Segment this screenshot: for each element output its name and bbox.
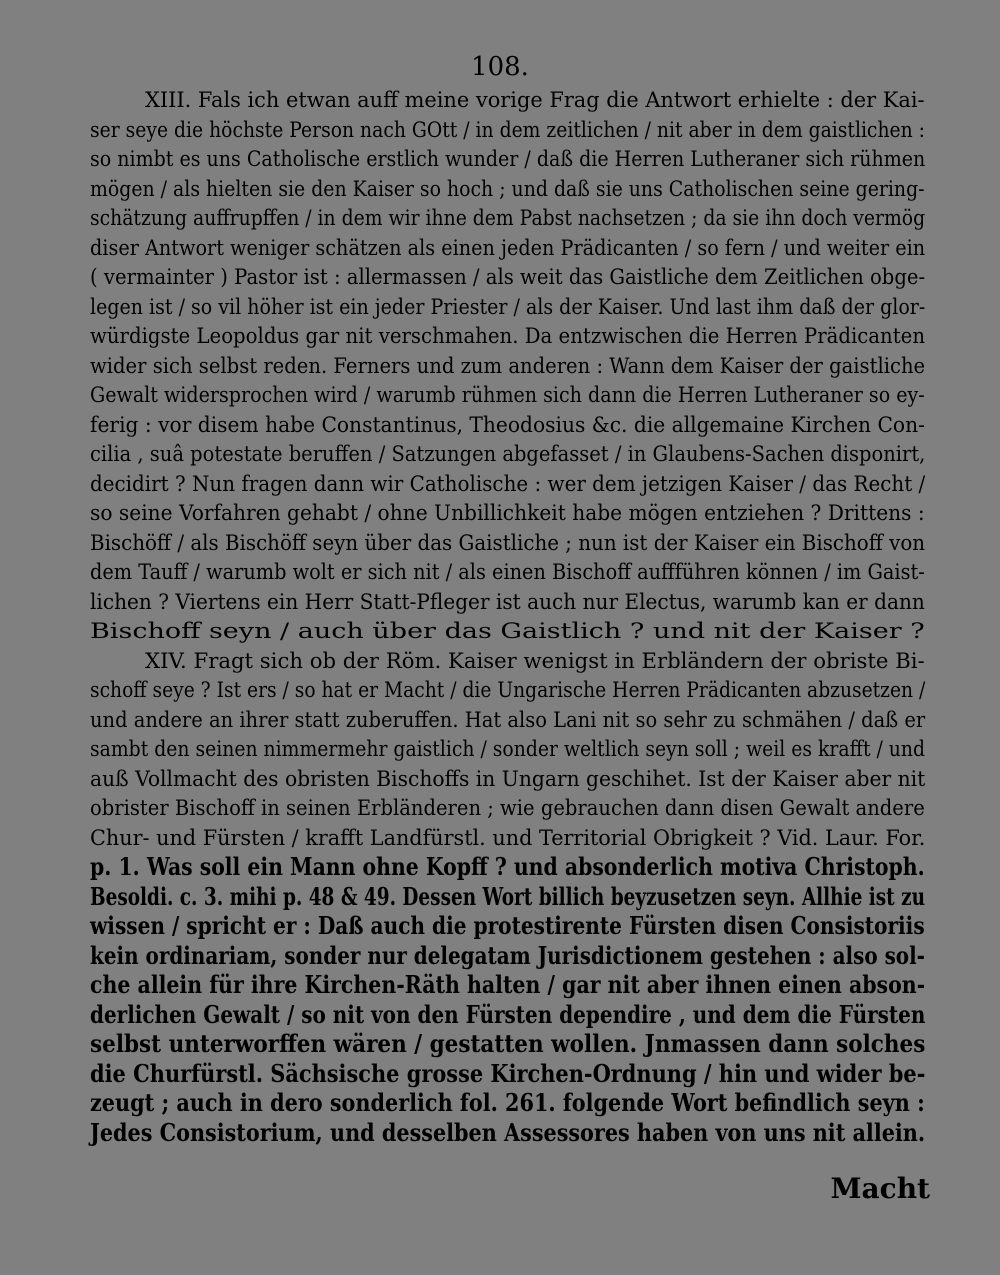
text-line: die Churfürstl. Sächsische grosse Kirchen-Ordnung / hin und wider be-: [90, 1058, 926, 1088]
text-line: obrister Bischoff in seinen Erbländeren ; wie gebrauchen dann disen Gewalt andere: [90, 796, 925, 820]
text-line: selbst unterworffen wären / gestatten wollen. Jnmassen dann solches: [90, 1029, 926, 1058]
text-line: Chur- und Fürsten / krafft Landfürstl. und Territorial Obrigkeit ? Vid. Laur. For.: [90, 825, 926, 850]
text-line: sambt den seinen nimmermehr gaistlich / sonder weltlich seyn soll ; weil es krafft / und: [90, 737, 926, 761]
page-number: 108.: [471, 52, 529, 82]
text-line: würdigste Leopoldus gar nit verschmahen. Da entzwischen die Herren Prädicanten: [90, 324, 926, 348]
text-line: cilia , suâ potestate beruffen / Satzungen abgefasset / in Glaubens-Sachen disponirt,: [90, 442, 926, 466]
text-line: XIV. Fragt sich ob der Röm. Kaiser wenigst in Erbländern der obriste Bi-: [145, 648, 925, 673]
text-line: Gewalt widersprochen wird / warumb rühmen sich dann die Herren Lutheraner so ey-: [90, 383, 925, 407]
text-line: schätzung auffrupffen / in dem wir ihne dem Pabst nachsetzen ; da sie ihn doch vermög: [90, 206, 926, 230]
text-line: zeugt ; auch in dero sonderlich fol. 261. folgende Wort befindlich seyn :: [90, 1088, 925, 1117]
text-line: schoff seye ? Ist ers / so hat er Macht / die Ungarische Herren Prädicanten abzusetzen /: [90, 678, 926, 702]
text-line: derlichen Gewalt / so nit von den Fürsten dependire , und dem die Fürsten: [90, 999, 926, 1029]
text-line: Bischöff / als Bischöff seyn über das Gaistliche ; nun ist der Kaiser ein Bischoff von: [90, 530, 926, 555]
text-line: auß Vollmacht des obristen Bischoffs in Ungarn geschihet. Ist der Kaiser aber nit: [90, 766, 926, 791]
text-line: diser Antwort weniger schätzen als einen jeden Prädicanten / so fern / und weiter ein: [90, 235, 926, 260]
text-line: und andere an ihrer statt zuberuffen. Hat also Lani nit so sehr zu schmähen / daß er: [90, 707, 926, 732]
text-line: lichen ? Viertens ein Herr Statt-Pfleger ist auch nur Electus, warumb kan er dann: [90, 589, 925, 614]
text-line: Besoldi. c. 3. mihi p. 48 & 49. Dessen Wort billich beyzusetzen seyn. Allhie ist zu: [90, 881, 926, 911]
text-line: wider sich selbst reden. Ferners und zum anderen : Wann dem Kaiser der gaistliche: [90, 353, 926, 378]
text-line: ferig : vor disem habe Constantinus, Theodosius &c. die allgemaine Kirchen Con-: [90, 412, 925, 437]
text-line: so nimbt es uns Catholische erstlich wunder / daß die Herren Lutheraner sich rühmen: [90, 147, 926, 171]
text-line: mögen / als hielten sie den Kaiser so hoch ; und daß sie uns Catholischen seine gering-: [90, 176, 925, 201]
text-line: Bischoff seyn / auch über das Gaistlich ? und nit der Kaiser ?: [90, 619, 925, 643]
text-line: XIII. Fals ich etwan auff meine vorige Frag die Antwort erhielte : der Kai-: [145, 88, 925, 112]
text-line: ser seye die höchste Person nach GOtt / in dem zeitlichen / nit aber in dem gaistlichen :: [90, 117, 925, 142]
text-line: p. 1. Was soll ein Mann ohne Kopff ? und absonderlich motiva Christoph.: [90, 852, 925, 881]
text-line: ( vermainter ) Pastor ist : allermassen / als weit das Gaistliche dem Zeitlichen obge-: [90, 265, 926, 289]
text-line: so seine Vorfahren gehabt / ohne Unbillichkeit habe mögen entziehen ? Drittens :: [90, 501, 925, 525]
text-line: che allein für ihre Kirchen-Räth halten / gar nit aber ihnen einen abson-: [90, 970, 926, 999]
text-line: legen ist / so vil höher ist ein jeder Priester / als der Kaiser. Und last ihm daß der glor-: [90, 294, 926, 319]
text-line: kein ordinariam, sonder nur delegatam Jurisdictionem gestehen : also sol-: [90, 940, 925, 970]
catchword: Macht: [830, 1172, 930, 1205]
text-line: decidirt ? Nun fragen dann wir Catholische : wer dem jetzigen Kaiser / das Recht /: [90, 471, 926, 496]
text-line: Jedes Consistorium, und desselben Assessores haben von uns nit allein.: [90, 1117, 926, 1147]
text-line: dem Tauff / warumb wolt er sich nit / als einen Bischoff auffführen können / im Gaist-: [90, 560, 925, 584]
text-line: wissen / spricht er : Daß auch die protestirente Fürsten disen Consistoriis: [90, 911, 925, 940]
